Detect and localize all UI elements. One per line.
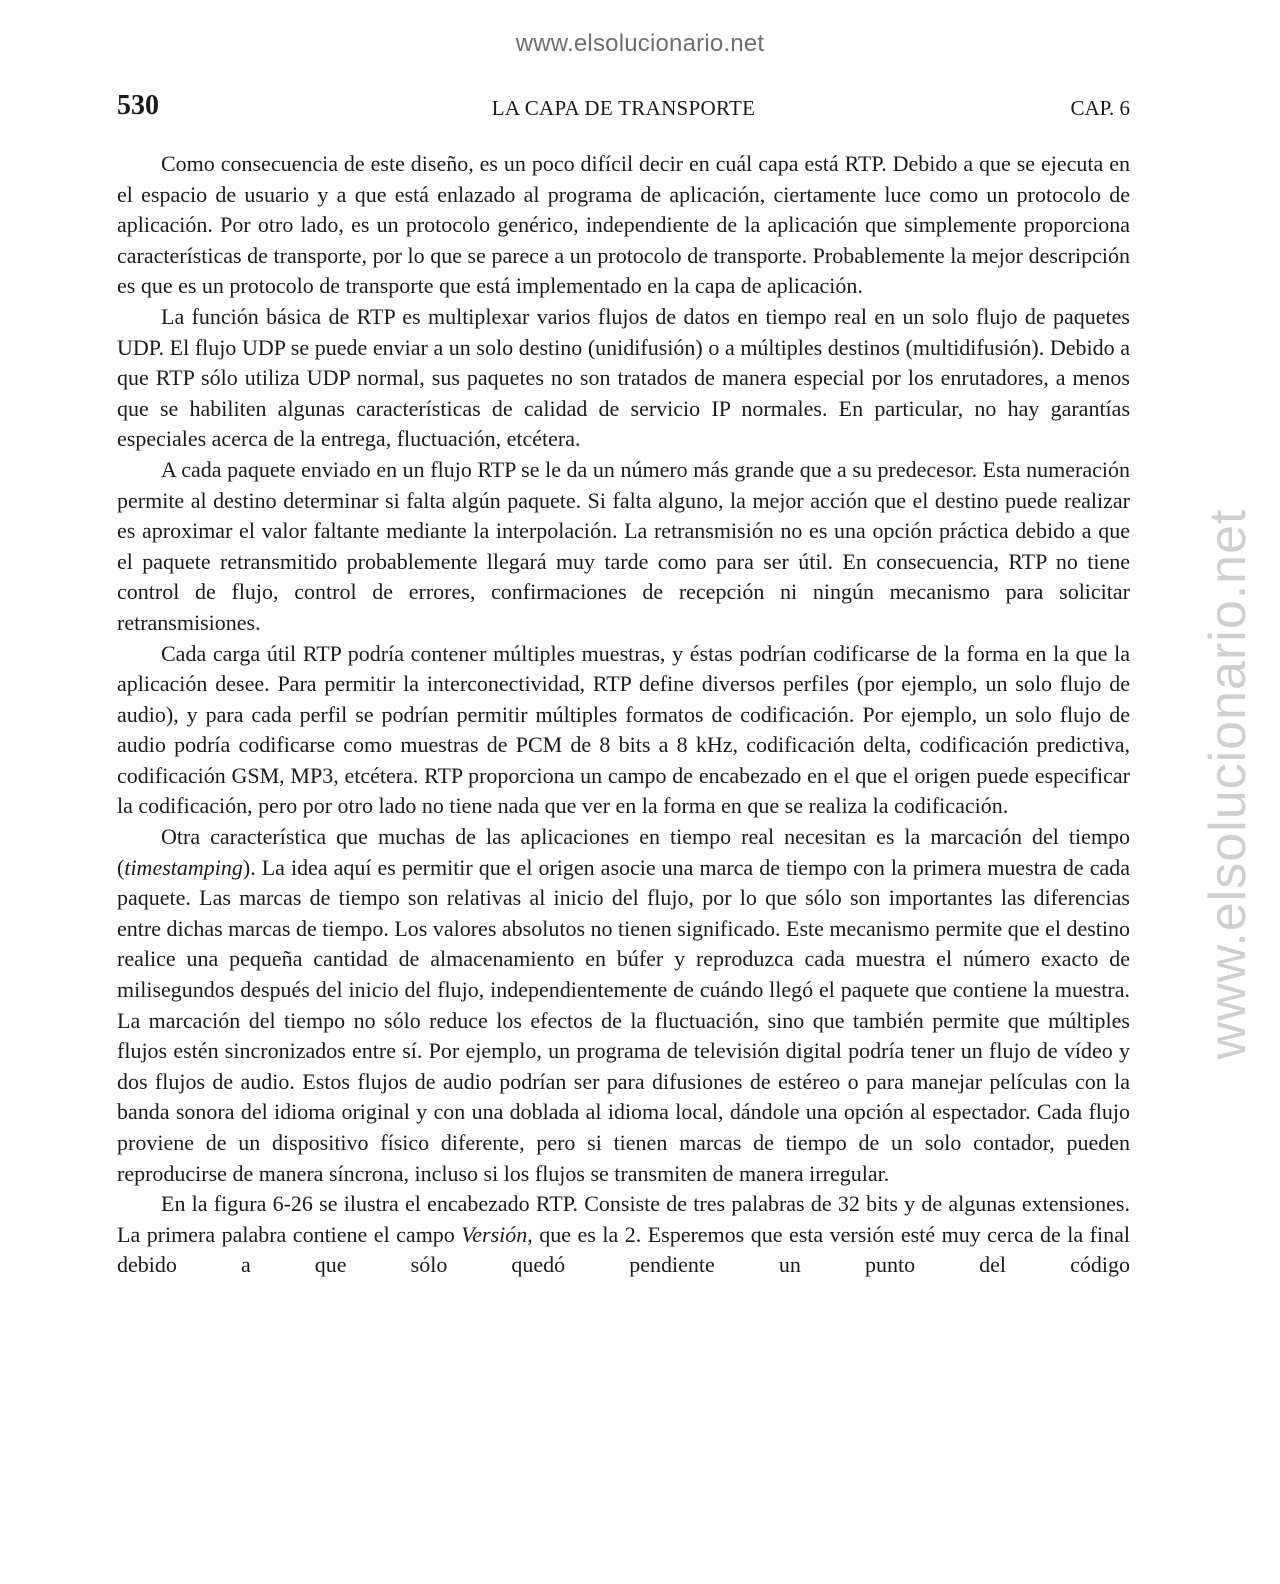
paragraph-rtp-timestamping [117,822,1130,1189]
watermark-url-top: www.elsolucionario.net [515,30,765,57]
paragraph-rtp-layer: Como consecuencia de este diseño, es un poco difícil decir en cuál capa está RTP. Debido a que se ejecuta en el espacio de usuario y a que está enlazado al programa de aplicación, ciertamente luce como un protocolo de aplicación. Por otro lado, es un protocolo genérico, independiente de la aplicación que simplemente proporciona características de transporte, por lo que se parece a un protocolo de transporte. Probablemente la mejor descripción es que es un protocolo de transporte que está implementado en la capa de aplicación. [117,151,1130,299]
body-text [117,149,1130,1281]
paragraph-text: Otra característica que muchas de las aplicaciones en tiempo real necesitan es la marcación del tiempo ( [117,824,1130,880]
italic-term: Versión [461,1221,528,1247]
paragraph-rtp-header [117,1189,1130,1281]
paragraph-text: En la figura 6-26 se ilustra el encabezado RTP. Consiste de tres palabras de 32 bits y de algunas extensiones. La primera palabra contiene el campo [117,1191,1130,1247]
paragraph-rtp-multiplexing: La función básica de RTP es multiplexar varios flujos de datos en tiempo real en un solo flujo de paquetes UDP. El flujo UDP se puede enviar a un solo destino (unidifusión) o a múltiples destinos (multidifusión). Debido a que RTP sólo utiliza UDP normal, sus paquetes no son tratados de manera especial por los enrutadores, a menos que se habiliten algunas características de calidad de servicio IP normales. En particular, no hay garantías especiales acerca de la entrega, fluctuación, etcétera. [117,303,1130,452]
paragraph-rtp-numbering: A cada paquete enviado en un flujo RTP se le da un número más grande que a su predecesor. Esta numeración permite al destino determinar si falta algún paquete. Si falta alguno, la mejor acción que el destino puede realizar es aproximar el valor faltante mediante la interpolación. La retransmisión no es una opción práctica debido a que el paquete retransmitido probablemente llegará muy tarde como para ser útil. En consecuencia, RTP no tiene control de flujo, control de errores, confirmaciones de recepción ni ningún mecanismo para solicitar retransmisiones. [117,456,1130,635]
chapter-title: LA CAPA DE TRANSPORTE [491,96,756,120]
running-header [117,90,1130,126]
paragraph-text: , que es la 2. Esperemos que esta versión esté muy cerca de la final debido a que sólo quedó pendiente un punto del código [117,1221,1130,1278]
watermark-url-side: www.elsolucionario.net [1199,508,1257,1060]
page-number: 530 [117,90,159,121]
paragraph-rtp-payload: Cada carga útil RTP podría contener múltiples muestras, y éstas podrían codificarse de la forma en la que la aplicación desee. Para permitir la interconectividad, RTP define diversos perfiles (por ejemplo, un solo flujo de audio), y para cada perfil se podrían permitir múltiples formatos de codificación. Por ejemplo, un solo flujo de audio podría codificarse como muestras de PCM de 8 bits a 8 kHz, codificación delta, codificación predictiva, codificación GSM, MP3, etcétera. RTP proporciona un campo de encabezado en el que el origen puede especificar la codificación, pero por otro lado no tiene nada que ver en la forma en que se realiza la codificación. [117,640,1130,819]
italic-term: timestamping [124,854,243,880]
paragraph-text: ). La idea aquí es permitir que el origen asocie una marca de tiempo con la primera muestra de cada paquete. Las marcas de tiempo son relativas al inicio del flujo, por lo que sólo son importantes las diferencias entre dichas marcas de tiempo. Los valores absolutos no tienen significado. Este mecanismo permite que el destino realice una pequeña cantidad de almacenamiento en búfer y reproduzca cada muestra el número exacto de milisegundos después del inicio del flujo, independientemente de cuándo llegó el paquete que contiene la muestra. La marcación del tiempo no sólo reduce los efectos de la fluctuación, sino que también permite que múltiples flujos estén sincronizados entre sí. Por ejemplo, un programa de televisión digital podría tener un flujo de vídeo y dos flujos de audio. Estos flujos de audio podrían ser para difusiones de estéreo o para manejar películas con la banda sonora del idioma original y con una doblada al idioma local, dándole una opción al espectador. Cada flujo proviene de un dispositivo físico diferente, pero si tienen marcas de tiempo de un solo contador, pueden reproducirse de manera síncrona, incluso si los flujos se transmiten de manera irregular. [117,854,1130,1186]
chapter-reference: CAP. 6 [1070,96,1130,120]
